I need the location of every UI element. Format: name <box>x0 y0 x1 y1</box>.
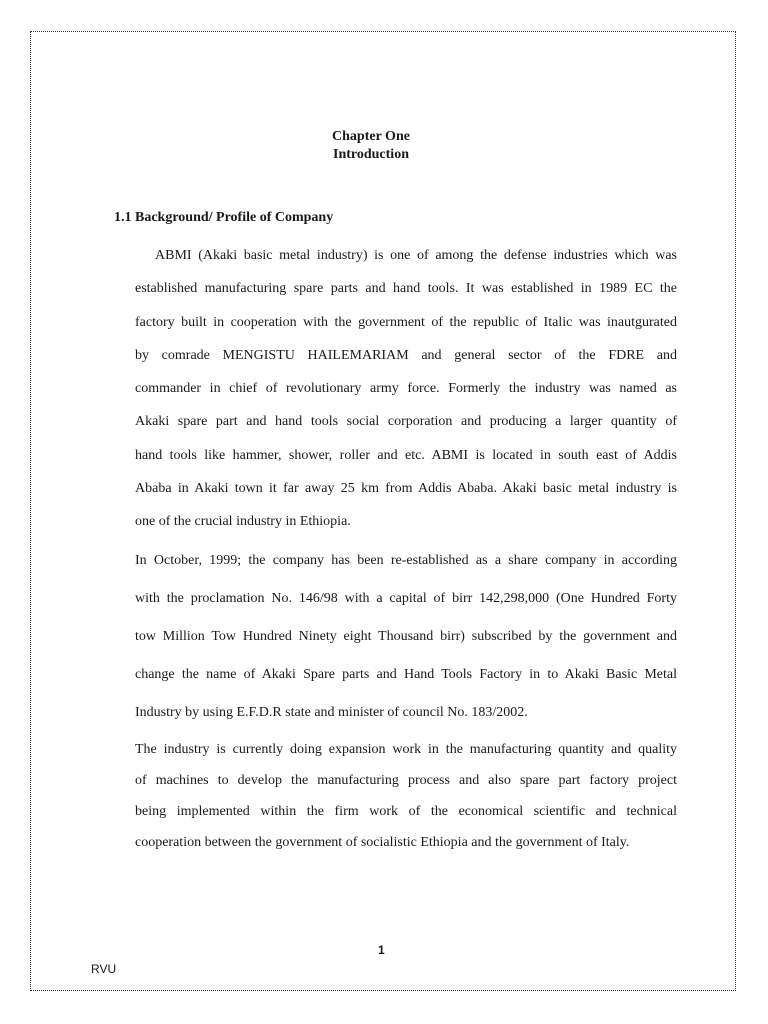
paragraph-line: by comrade MENGISTU HAILEMARIAM and general sector of the FDRE and <box>135 347 677 363</box>
paragraph-line: change the name of Akaki Spare parts and Hand Tools Factory in to Akaki Basic Metal <box>135 667 677 682</box>
section-heading: 1.1 Background/ Profile of Company <box>114 210 334 225</box>
paragraph-line: cooperation between the government of socialistic Ethiopia and the government of Italy. <box>135 835 630 850</box>
paragraph-reestablishment <box>135 542 677 732</box>
paragraph-line: The industry is currently doing expansion work in the manufacturing quantity and quality <box>135 742 677 757</box>
paragraph-line: ABMI (Akaki basic metal industry) is one of among the defense industries which was <box>155 248 677 263</box>
chapter-number: Chapter One <box>332 129 410 144</box>
page-number: 1 <box>378 943 385 957</box>
chapter-title-block <box>0 128 742 164</box>
paragraph-line: In October, 1999; the company has been re-established as a share company in according <box>135 553 677 568</box>
paragraph-line: being implemented within the firm work of the economical scientific and technical <box>135 804 677 819</box>
chapter-title: Introduction <box>333 147 409 162</box>
paragraph-expansion <box>135 734 677 858</box>
paragraph-line: with the proclamation No. 146/98 with a capital of birr 142,298,000 (One Hundred Forty <box>135 591 677 606</box>
paragraph-line: hand tools like hammer, shower, roller and etc. ABMI is located in south east of Addis <box>135 447 677 463</box>
paragraph-line: factory built in cooperation with the government of the republic of Italic was inautgurated <box>135 314 677 330</box>
paragraph-line: Ababa in Akaki town it far away 25 km from Addis Ababa. Akaki basic metal industry is <box>135 481 677 497</box>
paragraph-line: tow Million Tow Hundred Ninety eight Thousand birr) subscribed by the government and <box>135 629 677 644</box>
paragraph-line: commander in chief of revolutionary army force. Formerly the industry was named as <box>135 381 677 397</box>
paragraph-company-profile <box>135 239 677 539</box>
paragraph-line: Industry by using E.F.D.R state and minister of council No. 183/2002. <box>135 705 528 720</box>
paragraph-line: Akaki spare part and hand tools social corporation and producing a larger quantity of <box>135 414 677 430</box>
footer-label: RVU <box>91 962 117 976</box>
paragraph-line: established manufacturing spare parts and hand tools. It was established in 1989 EC the <box>135 281 677 297</box>
paragraph-line: one of the crucial industry in Ethiopia. <box>135 514 351 530</box>
paragraph-line: of machines to develop the manufacturing process and also spare part factory project <box>135 773 677 788</box>
